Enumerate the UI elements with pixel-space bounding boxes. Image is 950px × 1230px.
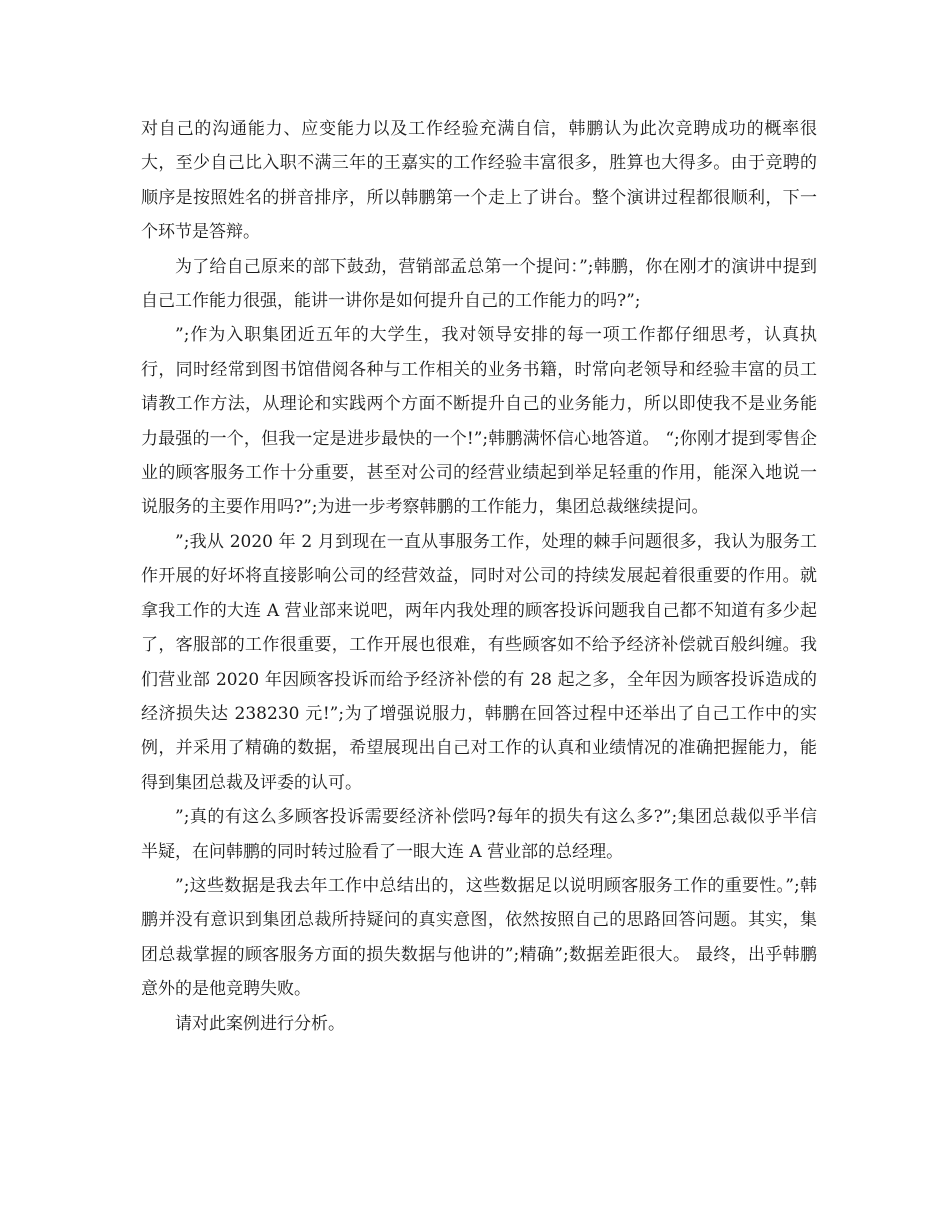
paragraph-6: ”;这些数据是我去年工作中总结出的，这些数据足以说明顾客服务工作的重要性。”;韩鹏并没有意识到集团总裁所持疑问的真实意图，依然按照自己的思路回答问题。其实，集团总裁掌握的顾客服务方面的损失数据与他讲的”;精确”;数据差距很大。 最终，出乎韩鹏意外的是他竞聘失败。 — [141, 875, 817, 1000]
paragraph-2: 为了给自己原来的部下鼓劲，营销部孟总第一个提问：”;韩鹏，你在刚才的演讲中提到自己工作能力很强，能讲一讲你是如何提升自己的工作能力的吗?”; — [141, 256, 817, 312]
paragraph-1: 对自己的沟通能力、应变能力以及工作经验充满自信，韩鹏认为此次竞聘成功的概率很大，至少自己比入职不满三年的王嘉实的工作经验丰富很多，胜算也大得多。由于竞聘的顺序是按照姓名的拼音排序，所以韩鹏第一个走上了讲台。整个演讲过程都很顺利，下一个环节是答辩。 — [141, 119, 817, 243]
paragraph-5: ”;真的有这么多顾客投诉需要经济补偿吗?每年的损失有这么多?”;集团总裁似乎半信半疑，在问韩鹏的同时转过脸看了一眼大连 A 营业部的总经理。 — [141, 807, 817, 862]
paragraph-4: ”;我从 2020 年 2 月到现在一直从事服务工作，处理的棘手问题很多，我认为服务工作开展的好坏将直接影响公司的经营效益，同时对公司的持续发展起着很重要的作用。就拿我工作的大连 A 营业部来说吧，两年内我处理的顾客投诉问题我自己都不知道有多少起了，客服部的工作很重要，工作开展也很难，有些顾客如不给予经济补偿就百般纠缠。我们营业部 2020 年因顾客投诉而给予经济补偿的有 28 起之多，全年因为顾客投诉造成的经济损失达 238230 元!”;为了增强说服力，韩鹏在回答过程中还举出了自己工作中的实例，并采用了精确的数据，希望展现出自己对工作的认真和业绩情况的准确把握能力，能得到集团总裁及评委的认可。 — [141, 531, 817, 793]
paragraph-7: 请对此案例进行分析。 — [175, 1013, 345, 1034]
paragraph-3: ”;作为入职集团近五年的大学生，我对领导安排的每一项工作都仔细思考，认真执行，同时经常到图书馆借阅各种与工作相关的业务书籍，时常向老领导和经验丰富的员工请教工作方法，从理论和实践两个方面不断提升自己的业务能力，所以即使我不是业务能力最强的一个，但我一定是进步最快的一个!”;韩鹏满怀信心地答道。 “;你刚才提到零售企业的顾客服务工作十分重要，甚至对公司的经营业绩起到举足轻重的作用，能深入地说一说服务的主要作用吗?”;为进一步考察韩鹏的工作能力，集团总裁继续提问。 — [141, 325, 817, 518]
document-body — [141, 112, 817, 1041]
